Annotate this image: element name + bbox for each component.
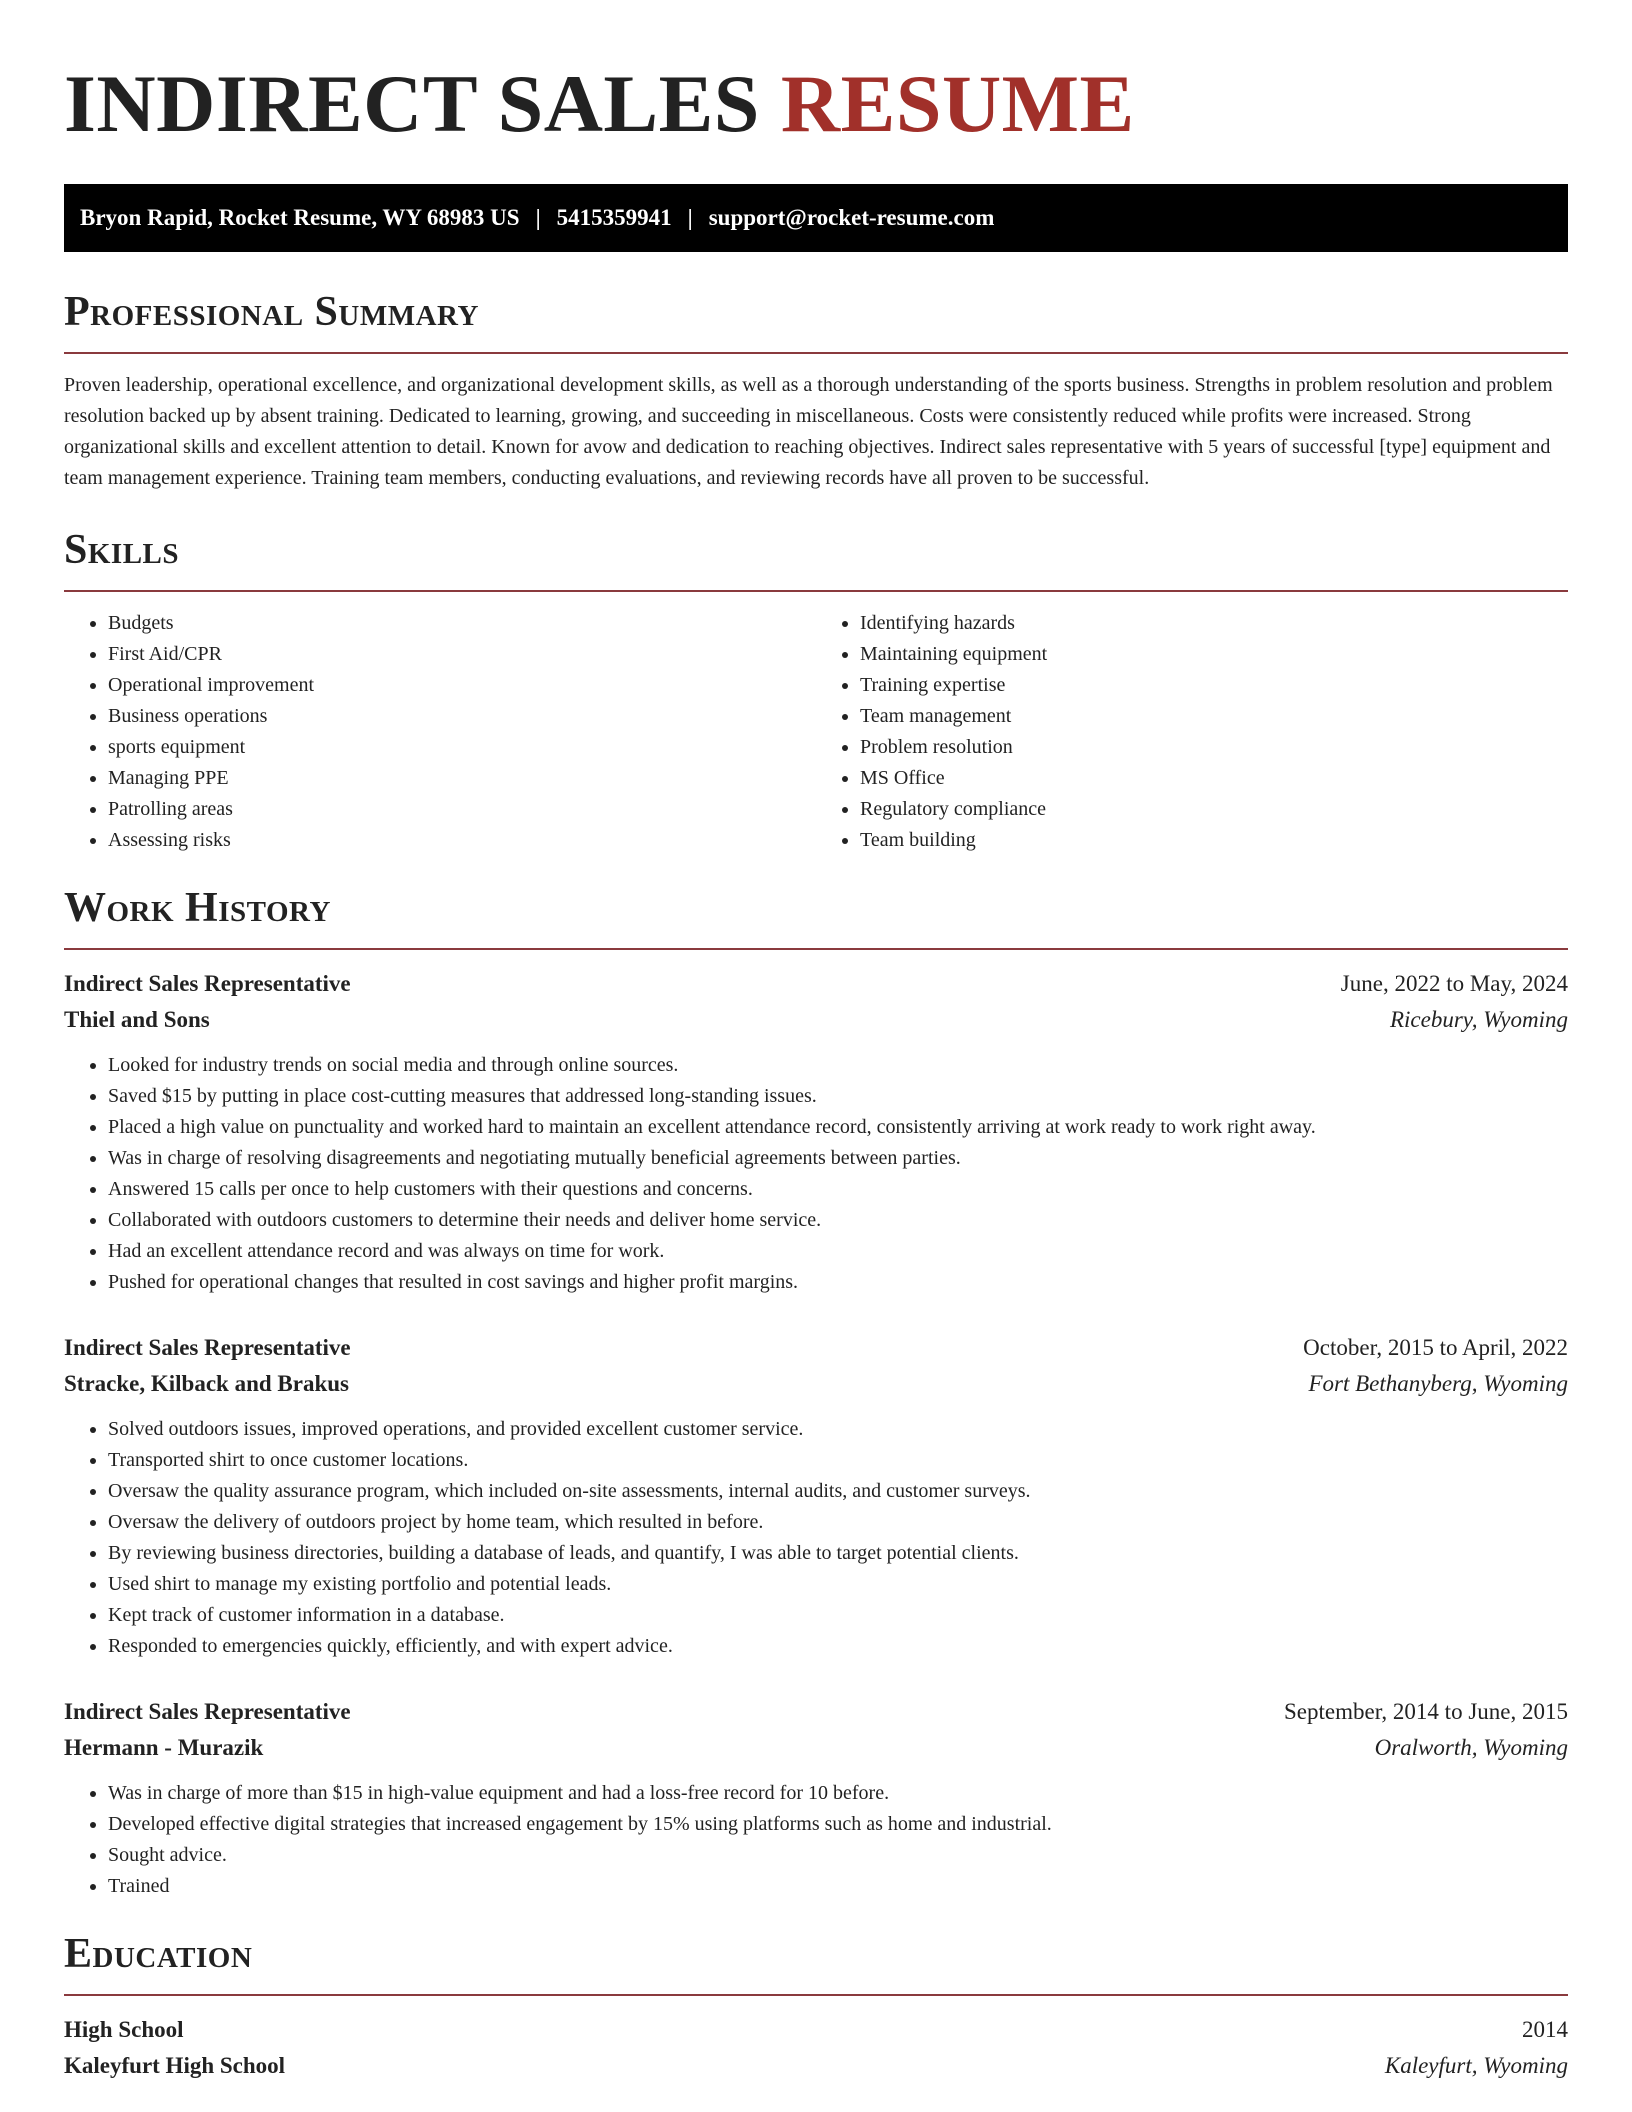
job-title: Indirect Sales Representative: [64, 1699, 351, 1724]
contact-phone: 5415359941: [556, 205, 672, 230]
work-heading: Work History: [64, 885, 331, 931]
job-subheader: [64, 1730, 1568, 1766]
skill-item: • Operational improvement: [108, 670, 816, 701]
job-title: Indirect Sales Representative: [64, 971, 351, 996]
job-bullet: • Sought advice.: [108, 1840, 1568, 1871]
skills-list-left: [64, 608, 816, 856]
section-divider: [64, 590, 1568, 592]
education-school: Kaleyfurt High School: [64, 2053, 286, 2078]
skill-item: • Team management: [860, 701, 1568, 732]
section-divider: [64, 1994, 1568, 1996]
skill-item: • Maintaining equipment: [860, 639, 1568, 670]
education-degree: High School: [64, 2017, 184, 2042]
job-bullet: • Developed effective digital strategies that increased engagement by 15% using platforms such as home and industrial.: [108, 1809, 1568, 1840]
education-header: [64, 2012, 1568, 2048]
job-header: [64, 966, 1568, 1002]
job-bullet: • By reviewing business directories, building a database of leads, and quantify, I was able to target potential clients.: [108, 1538, 1568, 1569]
skill-item: • First Aid/CPR: [108, 639, 816, 670]
contact-address: Bryon Rapid, Rocket Resume, WY 68983 US: [80, 205, 520, 230]
job-location: Ricebury, Wyoming: [1389, 1007, 1568, 1032]
skill-item: • Regulatory compliance: [860, 794, 1568, 825]
education-subheader: [64, 2048, 1568, 2084]
summary-text: Proven leadership, operational excellence, and organizational development skills, as well as a thorough understanding of the sports business. Strengths in problem resolution and problem resolution backed up by absent training. Dedicated to learning, growing, and succeeding in miscellaneous. Costs were consistently reduced while profits were increased. Strong organizational skills and excellent attention to detail. Known for avow and dedication to reaching objectives. Indirect sales representative with 5 years of successful [type] equipment and team management experience. Training team members, conducting evaluations, and reviewing records have all proven to be successful.: [64, 374, 1553, 489]
education-year: 2014: [1522, 2017, 1568, 2042]
job-header: [64, 1330, 1568, 1366]
job-bullet: • Was in charge of more than $15 in high-value equipment and had a loss-free record for 10 before.: [108, 1778, 1568, 1809]
skill-item: • Managing PPE: [108, 763, 816, 794]
education-entry: [64, 2012, 1568, 2084]
job-header: [64, 1694, 1568, 1730]
contact-separator: |: [535, 205, 541, 230]
job-bullet: • Placed a high value on punctuality and worked hard to maintain an excellent attendance record, consistently arriving at work ready to work right away.: [108, 1112, 1568, 1143]
education-section: [64, 1926, 1568, 2084]
education-location: Kaleyfurt, Wyoming: [1384, 2053, 1568, 2078]
resume-title: [64, 56, 1568, 152]
skills-columns: [64, 608, 1568, 856]
job-bullet: • Pushed for operational changes that resulted in cost savings and higher profit margins.: [108, 1267, 1568, 1298]
job-title: Indirect Sales Representative: [64, 1335, 351, 1360]
skill-item: • Problem resolution: [860, 732, 1568, 763]
job-entry: [64, 1694, 1568, 1902]
job-entry: [64, 1330, 1568, 1662]
job-bullet: • Was in charge of resolving disagreements and negotiating mutually beneficial agreements between parties.: [108, 1143, 1568, 1174]
job-location: Fort Bethanyberg, Wyoming: [1308, 1371, 1568, 1396]
contact-bar: [64, 184, 1568, 252]
skill-item: • Assessing risks: [108, 825, 816, 856]
job-bullets: [64, 1778, 1568, 1902]
job-bullet: • Oversaw the quality assurance program, which included on-site assessments, internal audits, and customer surveys.: [108, 1476, 1568, 1507]
job-company: Hermann - Murazik: [64, 1735, 264, 1760]
job-company: Thiel and Sons: [64, 1007, 210, 1032]
job-dates: September, 2014 to June, 2015: [1284, 1699, 1568, 1724]
job-location: Oralworth, Wyoming: [1374, 1735, 1568, 1760]
skill-item: • Identifying hazards: [860, 608, 1568, 639]
skill-item: • Patrolling areas: [108, 794, 816, 825]
job-bullet: • Had an excellent attendance record and was always on time for work.: [108, 1236, 1568, 1267]
job-bullet: • Trained: [108, 1871, 1568, 1902]
job-bullet: • Looked for industry trends on social media and through online sources.: [108, 1050, 1568, 1081]
job-bullet: • Transported shirt to once customer locations.: [108, 1445, 1568, 1476]
job-subheader: [64, 1002, 1568, 1038]
skills-list-right: [816, 608, 1568, 856]
job-bullets: [64, 1050, 1568, 1298]
job-bullet: • Collaborated with outdoors customers to determine their needs and deliver home service.: [108, 1205, 1568, 1236]
job-dates: October, 2015 to April, 2022: [1303, 1335, 1568, 1360]
job-bullets: [64, 1414, 1568, 1662]
education-heading: Education: [64, 1931, 253, 1977]
job-dates: June, 2022 to May, 2024: [1340, 971, 1568, 996]
job-bullet: • Oversaw the delivery of outdoors project by home team, which resulted in before.: [108, 1507, 1568, 1538]
contact-separator: |: [687, 205, 693, 230]
summary-section: [64, 284, 1568, 494]
skill-item: • sports equipment: [108, 732, 816, 763]
skill-item: • MS Office: [860, 763, 1568, 794]
skills-heading: Skills: [64, 527, 180, 573]
job-bullet: • Solved outdoors issues, improved operations, and provided excellent customer service.: [108, 1414, 1568, 1445]
skill-item: • Team building: [860, 825, 1568, 856]
work-section: [64, 880, 1568, 1902]
job-bullet: • Answered 15 calls per once to help customers with their questions and concerns.: [108, 1174, 1568, 1205]
summary-heading: Professional Summary: [64, 289, 479, 335]
title-accent: RESUME: [780, 58, 1135, 149]
job-subheader: [64, 1366, 1568, 1402]
job-entry: [64, 966, 1568, 1298]
job-bullet: • Kept track of customer information in a database.: [108, 1600, 1568, 1631]
title-main: INDIRECT SALES: [64, 58, 760, 149]
skill-item: • Budgets: [108, 608, 816, 639]
job-bullet: • Saved $15 by putting in place cost-cutting measures that addressed long-standing issues.: [108, 1081, 1568, 1112]
skill-item: • Business operations: [108, 701, 816, 732]
skills-section: [64, 522, 1568, 856]
skill-item: • Training expertise: [860, 670, 1568, 701]
job-company: Stracke, Kilback and Brakus: [64, 1371, 349, 1396]
contact-email: support@rocket-resume.com: [708, 205, 995, 230]
job-bullet: • Responded to emergencies quickly, efficiently, and with expert advice.: [108, 1631, 1568, 1662]
section-divider: [64, 352, 1568, 354]
section-divider: [64, 948, 1568, 950]
job-bullet: • Used shirt to manage my existing portfolio and potential leads.: [108, 1569, 1568, 1600]
